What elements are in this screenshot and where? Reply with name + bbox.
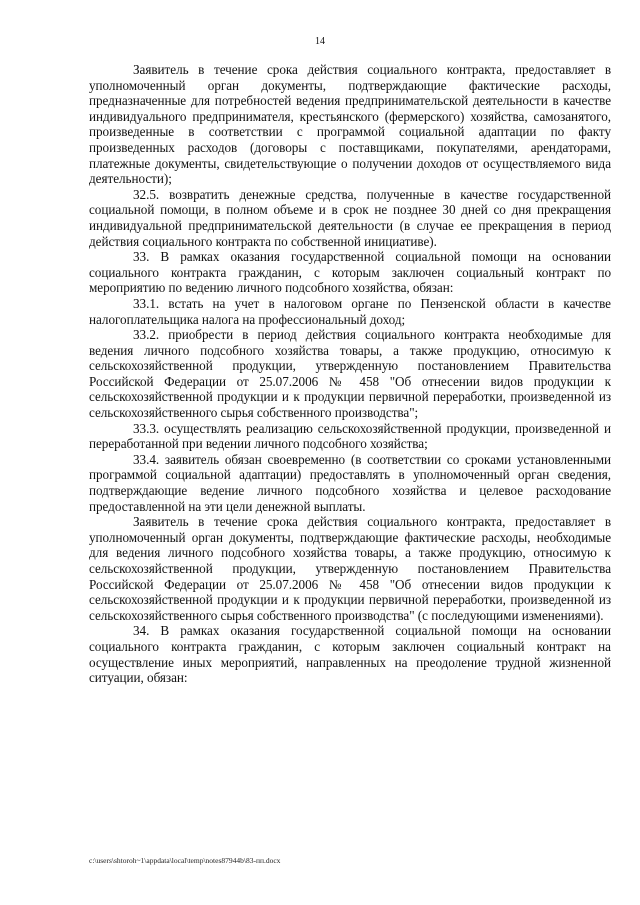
paragraph-applicant-expenses-business: Заявитель в течение срока действия социального контракта, предоставляет в уполномоченный орган документы, подтверждающие фактические расходы, предназначенные для потребностей ведения предпринимательской деятельности в качестве индивидуального предпринимателя, крестьянского (фермерского) хозяйства, самозанятого, произведенные в соответствии с программой социальной адаптации по факту произведенных расходов (договоры с поставщиками, покупателями, арендаторами, платежные документы, свидетельствующие о получении доходов от осуществляемого вида деятельности);	[89, 62, 611, 187]
paragraph-applicant-expenses-farm: Заявитель в течение срока действия социального контракта, предоставляет в уполномоченный орган документы, подтверждающие фактические расходы, необходимые для ведения личного подсобного хозяйства товары, а также продукцию, относимую к сельскохозяйственной продукции, утвержденную постановлением Правительства Российской Федерации от 25.07.2006 № 458 "Об отнесении видов продукции к сельскохозяйственной продукции и к продукции первичной переработки, произведенной из сельскохозяйственного сырья собственного производства" (с последующими изменениями).	[89, 514, 611, 623]
file-path-footer: c:\users\shtoroh~1\appdata\local\temp\notes87944b\83-пп.docx	[89, 856, 281, 865]
paragraph-33-2: 33.2. приобрести в период действия социального контракта необходимые для ведения личного подсобного хозяйства товары, а также продукцию, относимую к сельскохозяйственной продукции, утвержденную постановлением Правительства Российской Федерации от 25.07.2006 № 458 "Об отнесении видов продукции к сельскохозяйственной продукции и к продукции первичной переработки, произведенной из сельскохозяйственного сырья собственного производства";	[89, 327, 611, 421]
page-number: 14	[315, 36, 325, 47]
paragraph-33-3: 33.3. осуществлять реализацию сельскохозяйственной продукции, произведенной и переработанной при ведении личного подсобного хозяйства;	[89, 420, 611, 452]
paragraph-34: 34. В рамках оказания государственной социальной помощи на основании социального контракта гражданин, с которым заключен социальный контракт на осуществление иных мероприятий, направленных на преодоление трудной жизненной ситуации, обязан:	[89, 623, 611, 686]
paragraph-33-1: 33.1. встать на учет в налоговом органе по Пензенской области в качестве налогоплательщика налога на профессиональный доход;	[89, 295, 611, 327]
document-body	[89, 62, 611, 686]
paragraph-33: 33. В рамках оказания государственной социальной помощи на основании социального контракта гражданин, с которым заключен социальный контракт по мероприятию по ведению личного подсобного хозяйства, обязан:	[89, 249, 611, 296]
paragraph-33-4: 33.4. заявитель обязан своевременно (в соответствии со сроками установленными программой социальной адаптации) предоставлять в уполномоченный орган сведения, подтверждающие ведение личного подсобного хозяйства и целевое расходование предоставленной на эти цели денежной выплаты.	[89, 451, 611, 514]
paragraph-32-5: 32.5. возвратить денежные средства, полученные в качестве государственной социальной помощи, в полном объеме и в срок не позднее 30 дней со дня прекращения индивидуальной предпринимательской деятельности (в случае ее прекращения в период действия социального контракта по собственной инициативе).	[89, 186, 611, 249]
